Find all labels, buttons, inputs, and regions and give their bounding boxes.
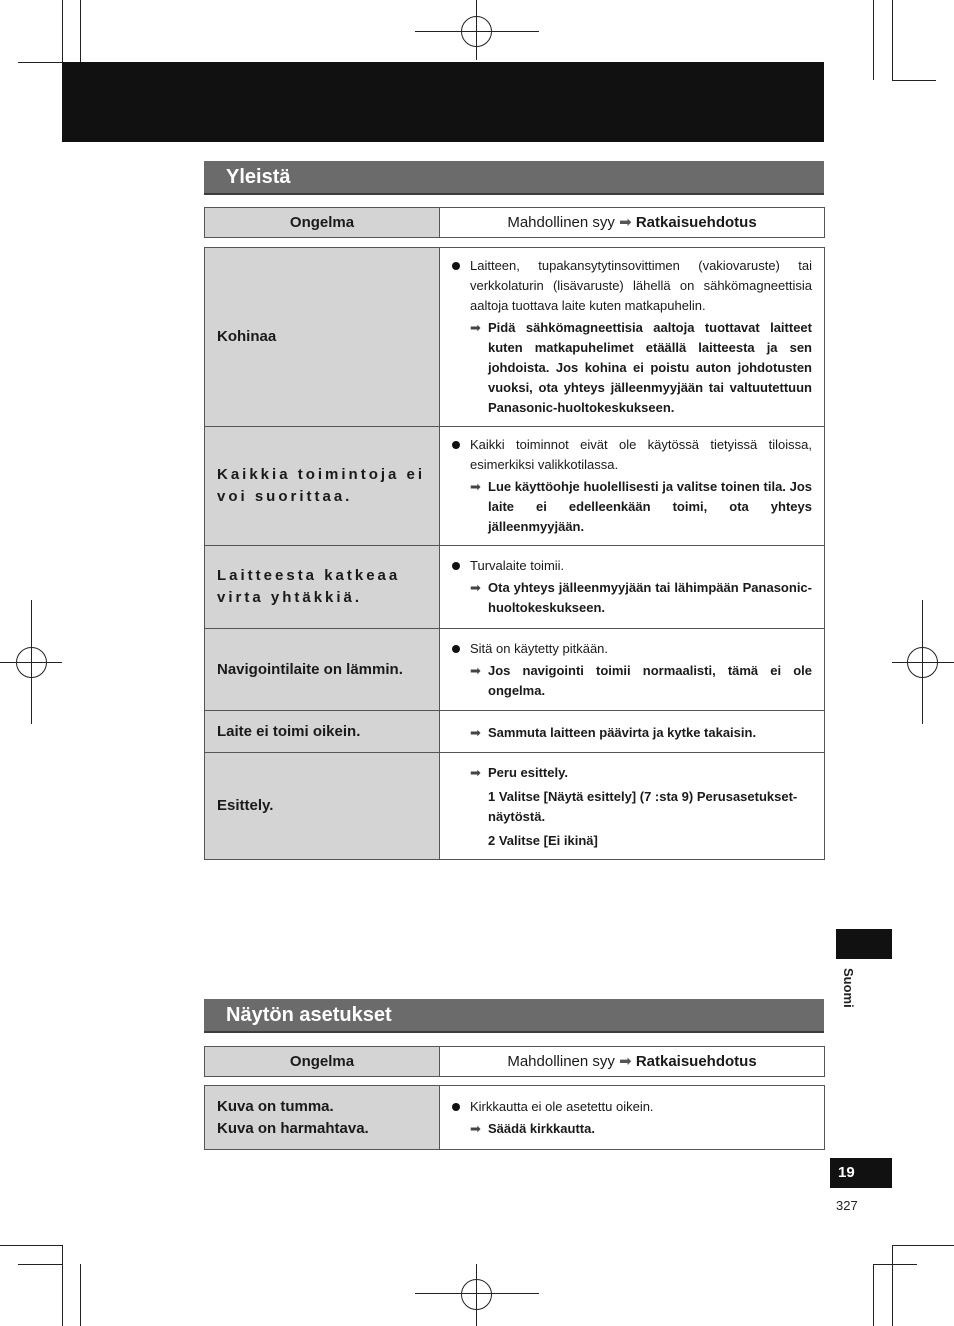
problem-cell: Laite ei toimi oikein. — [205, 711, 440, 753]
problem-text-line-2: Kuva on harmahtava. — [217, 1119, 369, 1137]
arrow-right-icon: ➡ — [470, 765, 481, 780]
remedy — [470, 318, 812, 418]
section-title-display — [204, 999, 824, 1033]
table-header-display — [204, 1046, 825, 1077]
remedy — [470, 763, 812, 783]
remedy — [470, 578, 812, 618]
header-cause: Mahdollinen syy — [507, 1053, 615, 1070]
table-header-general — [204, 207, 825, 238]
header-bar — [62, 62, 824, 142]
table-row — [205, 753, 825, 860]
cause-text: Turvalaite toimii. — [470, 556, 812, 576]
arrow-right-icon: ➡ — [470, 1120, 481, 1136]
arrow-right-icon: ➡ — [470, 580, 481, 595]
troubleshooting-table-general — [204, 247, 825, 860]
header-problem: Ongelma — [205, 1047, 440, 1077]
header-cause-solution — [440, 1047, 825, 1077]
remedy — [470, 723, 812, 743]
problem-cell — [205, 427, 440, 546]
table-row — [205, 711, 825, 753]
page-number: 327 — [836, 1198, 858, 1213]
section-page-number: 19 — [830, 1158, 892, 1188]
cause-text: Laitteen, tupakansytytinsovittimen (vakiovaruste) tai verkkolaturin (lisävaruste) lähellä on sähkömagneettisia aaltoja tuottava laite kuten matkapuhelin. — [470, 256, 812, 316]
problem-cell: Navigointilaite on lämmin. — [205, 629, 440, 711]
arrow-right-icon: ➡ — [619, 1053, 632, 1070]
section-title-text: Yleistä — [226, 166, 291, 188]
table-row — [205, 1086, 825, 1150]
step-2: 2 Valitse [Ei ikinä] — [488, 833, 598, 848]
arrow-right-icon: ➡ — [619, 214, 632, 231]
problem-cell — [205, 546, 440, 629]
arrow-right-icon: ➡ — [470, 479, 481, 494]
remedy — [470, 477, 812, 537]
language-tab-marker — [836, 929, 892, 959]
arrow-right-icon: ➡ — [470, 724, 481, 740]
solution-cell — [440, 711, 825, 753]
section-title-text: Näytön asetukset — [226, 1004, 392, 1026]
table-row — [205, 546, 825, 629]
solution-cell — [440, 629, 825, 711]
table-row — [205, 427, 825, 546]
solution-cell — [440, 1086, 825, 1150]
header-cause-solution — [440, 208, 825, 238]
remedy-text: Jos navigointi toimii normaalisti, tämä ei ole ongelma. — [488, 662, 812, 698]
problem-text-line-1: Kuva on tumma. — [217, 1097, 334, 1115]
cause-text: Kaikki toiminnot eivät ole käytössä tietyissä tiloissa, esimerkiksi valikkotilassa. — [470, 435, 812, 475]
problem-text: Laitteesta katkeaa virta yhtäkkiä. — [217, 567, 401, 606]
arrow-right-icon: ➡ — [470, 662, 481, 678]
remedy-text: Ota yhteys jälleenmyyjään tai lähimpään Panasonic-huoltokeskukseen. — [488, 580, 812, 615]
remedy — [470, 1119, 812, 1139]
troubleshooting-table-display — [204, 1085, 825, 1150]
cause-text: Sitä on käytetty pitkään. — [470, 639, 812, 659]
header-cause: Mahdollinen syy — [507, 214, 615, 231]
header-solution: Ratkaisuehdotus — [635, 214, 757, 231]
arrow-right-icon: ➡ — [470, 320, 481, 335]
problem-cell — [205, 1086, 440, 1150]
remedy-text: Säädä kirkkautta. — [488, 1120, 595, 1136]
header-problem: Ongelma — [205, 208, 440, 238]
table-row — [205, 629, 825, 711]
language-label: Suomi — [841, 968, 856, 1008]
solution-cell — [440, 427, 825, 546]
remedy — [470, 661, 812, 701]
table-row — [205, 248, 825, 427]
remedy-text: Sammuta laitteen päävirta ja kytke takaisin. — [488, 724, 757, 740]
cause-text: Kirkkautta ei ole asetettu oikein. — [470, 1097, 812, 1117]
header-solution: Ratkaisuehdotus — [635, 1053, 757, 1070]
solution-cell — [440, 248, 825, 427]
remedy-text: Pidä sähkömagneettisia aaltoja tuottavat laitteet kuten matkapuhelimet etäällä laitteesta ja sen johdoista. Jos kohina ei poistu auton johdotusten vuoksi, ota yhteys jälleenmyyjään tai valtuutettuun Panasonic-huoltokeskukseen. — [488, 320, 812, 415]
problem-cell: Kohinaa — [205, 248, 440, 427]
section-title-general — [204, 161, 824, 195]
remedy-text: Peru esittely. — [488, 765, 568, 780]
solution-cell — [440, 753, 825, 860]
remedy-text: Lue käyttöohje huolellisesti ja valitse toinen tila. Jos laite ei edelleenkään toimi, ota yhteys jälleenmyyjään. — [488, 479, 812, 534]
problem-cell: Esittely. — [205, 753, 440, 860]
step-1: 1 Valitse [Näytä esittely] (7 :sta 9) Perusasetukset-näytöstä. — [488, 789, 798, 824]
solution-cell — [440, 546, 825, 629]
problem-text: Kaikkia toimintoja ei voi suorittaa. — [217, 466, 426, 505]
